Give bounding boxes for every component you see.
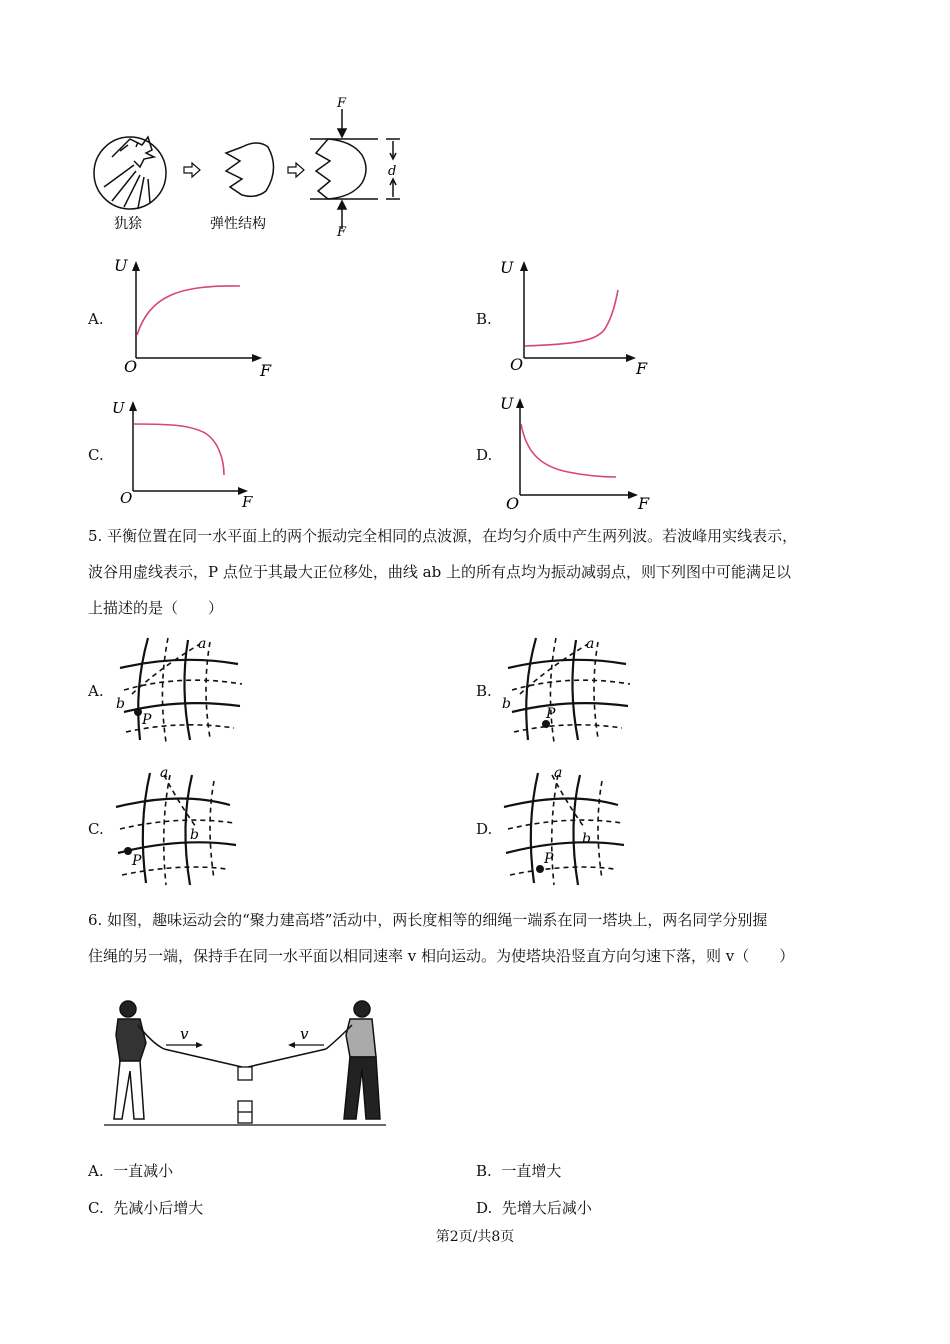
option-letter: A. xyxy=(88,1162,104,1180)
compressed-structure xyxy=(310,109,400,229)
x-axis-label: F xyxy=(242,493,253,511)
q4-graph-a xyxy=(110,255,280,380)
caption-animal: 犰狳 xyxy=(114,216,142,232)
label-b: b xyxy=(190,827,199,843)
right-student xyxy=(326,1001,380,1119)
caption-structure: 弹性结构 xyxy=(210,216,266,232)
q4-graph-b xyxy=(498,255,668,380)
left-student xyxy=(114,1001,164,1119)
q4-graph-d xyxy=(498,392,658,517)
q4-option-d-letter[interactable]: D. xyxy=(476,446,493,464)
question-5 xyxy=(88,518,878,626)
q5-option-d-letter[interactable]: D. xyxy=(476,820,493,838)
q4-curve-a xyxy=(137,286,240,335)
q5-line-3: 上描述的是（ ） xyxy=(88,599,224,617)
question-6 xyxy=(88,902,878,974)
option-letter: D. xyxy=(476,1199,493,1217)
arrow-right-icon xyxy=(184,163,200,177)
x-axis-label: F xyxy=(260,361,272,380)
q5-diagram-c xyxy=(110,765,250,890)
tower-game-figure xyxy=(100,995,390,1130)
q4-graph-c xyxy=(110,395,270,515)
option-letter: C. xyxy=(88,1199,104,1217)
origin-label: O xyxy=(510,355,524,374)
option-text: 一直减小 xyxy=(113,1162,174,1180)
label-b: b xyxy=(582,831,591,847)
q6-line-2: 住绳的另一端，保持手在同一水平面以相同速率 v 相向运动。为使塔块沿竖直方向匀速下落，则 v（ ） xyxy=(88,947,795,965)
q5-diagram-d xyxy=(498,765,638,890)
label-a: a xyxy=(586,636,595,652)
q6-option-d[interactable] xyxy=(476,1197,592,1218)
option-text: 先减小后增大 xyxy=(113,1199,204,1217)
q6-option-a[interactable] xyxy=(88,1160,173,1181)
q5-diagram-b xyxy=(498,628,638,748)
option-text: 一直增大 xyxy=(501,1162,562,1180)
q5-line-1: 5. 平衡位置在同一水平面上的两个振动完全相同的点波源，在均匀介质中产生两列波。若波峰用实线表示， xyxy=(88,527,798,545)
arrow-right-icon xyxy=(288,163,304,177)
label-b: b xyxy=(502,696,511,712)
q4-option-c-letter[interactable]: C. xyxy=(88,446,104,464)
distance-label: d xyxy=(388,164,397,179)
q5-line-2: 波谷用虚线表示，P 点位于其最大正位移处，曲线 ab 上的所有点均为振动减弱点，则下列图中可能满足以 xyxy=(88,563,791,581)
x-axis-label: F xyxy=(638,494,650,513)
label-a: a xyxy=(554,765,563,781)
label-b: b xyxy=(116,696,125,712)
label-a: a xyxy=(198,636,207,652)
q6-option-c[interactable] xyxy=(88,1197,203,1218)
origin-label: O xyxy=(124,357,138,376)
q6-line-1: 6. 如图，趣味运动会的“聚力建高塔”活动中，两长度相等的细绳一端系在同一塔块上，两名同学分别握 xyxy=(88,911,768,929)
label-p: P xyxy=(142,712,152,728)
velocity-label-left: v xyxy=(180,1025,189,1043)
armadillo-figure xyxy=(90,95,420,240)
q4-curve-c xyxy=(134,424,224,475)
option-text: 先增大后减小 xyxy=(501,1199,592,1217)
x-axis-label: F xyxy=(636,359,648,378)
origin-label: O xyxy=(506,494,520,513)
q6-option-b[interactable] xyxy=(476,1160,561,1181)
q4-curve-d xyxy=(521,424,616,477)
origin-label: O xyxy=(120,489,133,507)
y-axis-label: U xyxy=(500,258,514,277)
label-p: P xyxy=(544,851,554,867)
y-axis-label: U xyxy=(500,394,514,413)
tower-block xyxy=(238,1067,252,1080)
q4-option-a-letter[interactable]: A. xyxy=(88,310,104,328)
q4-option-b-letter[interactable]: B. xyxy=(476,310,492,328)
q5-option-a-letter[interactable]: A. xyxy=(88,682,104,700)
q5-option-b-letter[interactable]: B. xyxy=(476,682,492,700)
q5-option-c-letter[interactable]: C. xyxy=(88,820,104,838)
force-bottom-label: F xyxy=(337,225,347,240)
option-letter: B. xyxy=(476,1162,492,1180)
elastic-structure-open xyxy=(226,143,274,196)
page-footer: 第2页/共8页 xyxy=(435,1229,515,1245)
velocity-label-right: v xyxy=(300,1025,309,1043)
armadillo-drawing xyxy=(94,137,166,209)
y-axis-label: U xyxy=(112,399,125,417)
y-axis-label: U xyxy=(114,256,128,275)
label-p: P xyxy=(132,853,142,869)
label-a: a xyxy=(160,765,169,781)
q4-curve-b xyxy=(525,290,618,346)
force-top-label: F xyxy=(337,96,347,111)
label-p: P xyxy=(546,706,556,722)
q5-diagram-a xyxy=(110,628,250,748)
